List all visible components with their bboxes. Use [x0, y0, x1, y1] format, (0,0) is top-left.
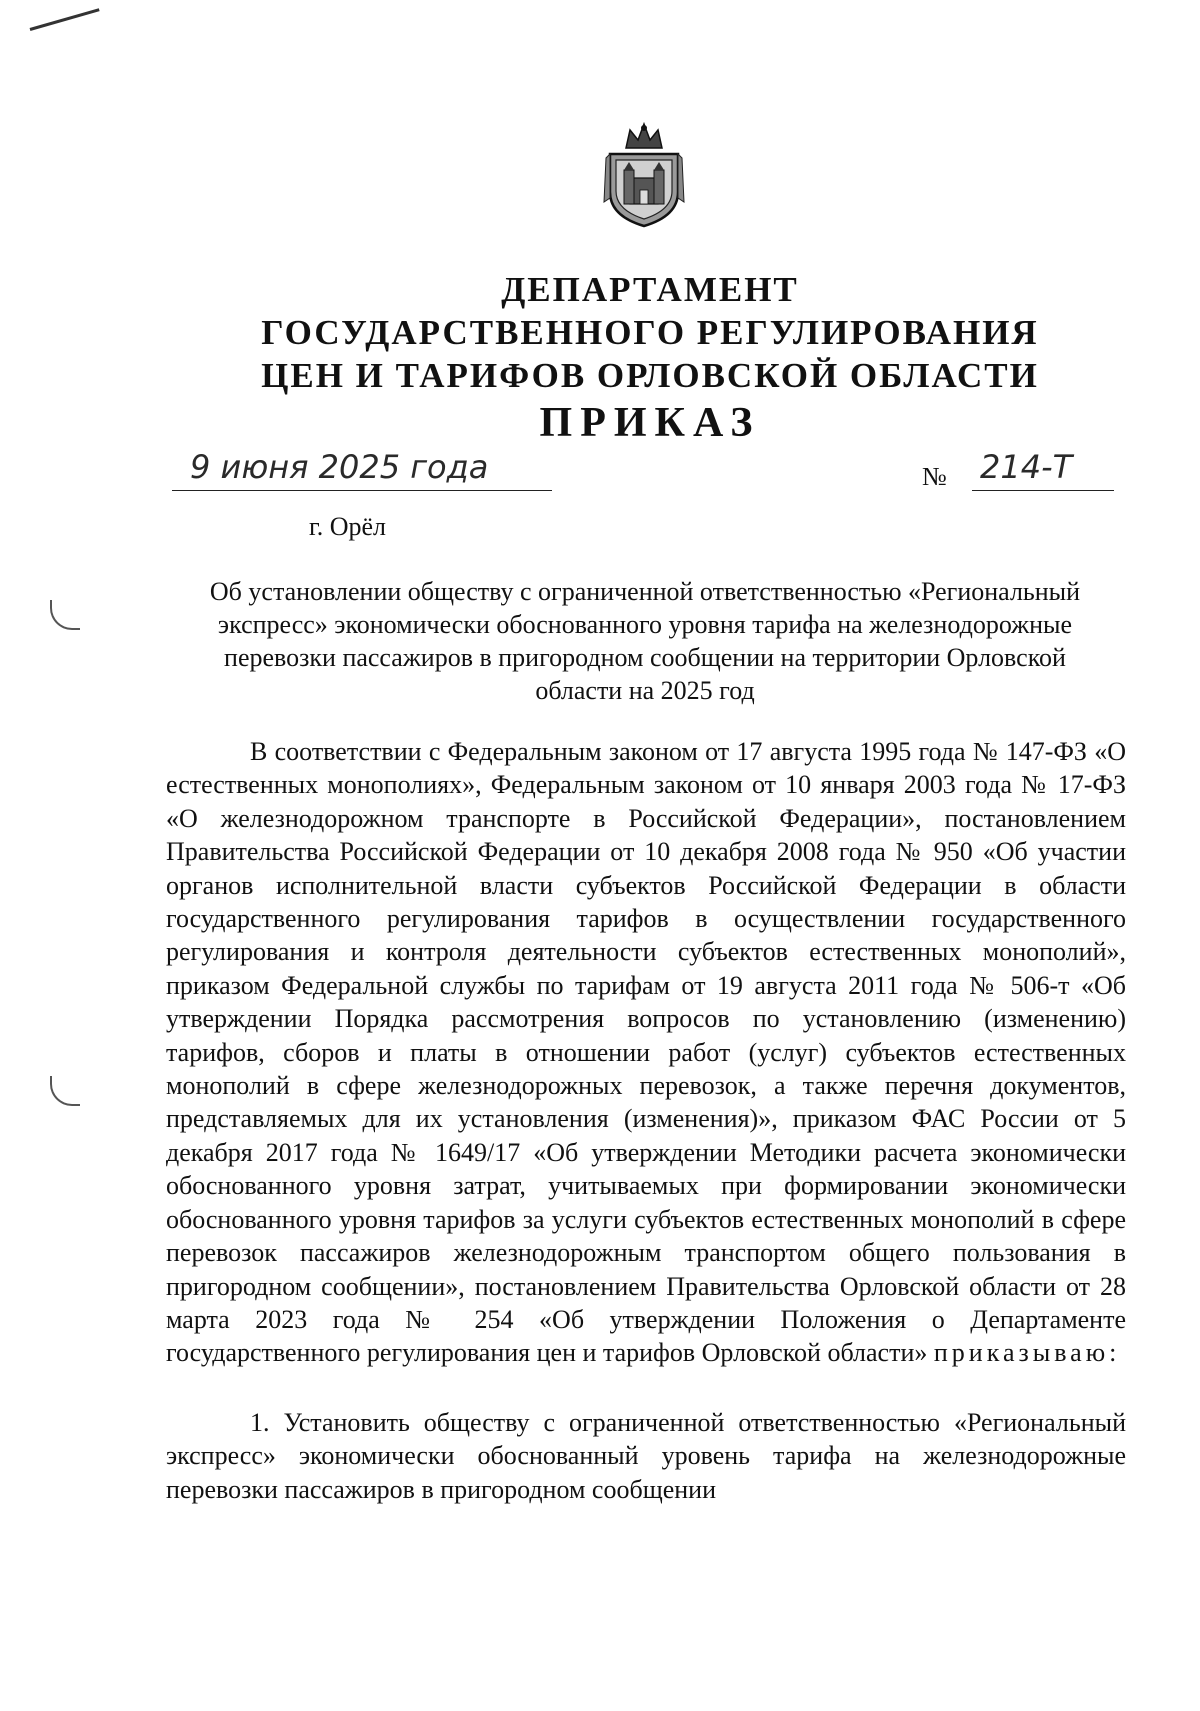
order-number: 214-Т — [980, 448, 1073, 486]
number-sign: № — [922, 462, 947, 491]
heading-line-1: ДЕПАРТАМЕНТ — [501, 270, 799, 309]
order-title: Об установлении обществу с ограниченной ответственностью «Региональный экспресс» экономически обоснованного уровня тарифа на железнодорожные перевозки пассажиров в пригородном сообщении на территории Орловской области на 2025 год — [209, 577, 1081, 705]
heading-line-3: ЦЕН И ТАРИФОВ ОРЛОВСКОЙ ОБЛАСТИ — [261, 356, 1039, 395]
heading-line-2: ГОСУДАРСТВЕННОГО РЕГУЛИРОВАНИЯ — [261, 313, 1039, 352]
order-item-1: 1. Установить обществу с ограниченной ответственностью «Региональный экспресс» экономически обоснованный уровень тарифа на железнодорожные перевозки пассажиров в пригородном сообщении — [166, 1407, 1126, 1504]
city-name: г. Орёл — [309, 512, 387, 541]
command-word: приказываю: — [933, 1338, 1121, 1368]
department-heading — [0, 268, 1200, 449]
date-underline — [172, 490, 552, 491]
punch-hole-mark — [50, 1076, 80, 1106]
coat-of-arms-icon — [600, 118, 688, 230]
order-date: 9 июня 2025 года — [190, 448, 489, 486]
preamble-text: В соответствии с Федеральным законом от 17 августа 1995 года № 147-ФЗ «О естественных монополиях», Федеральным законом от 10 января 2003 года № 17-ФЗ «О железнодорожном транспорте в Российской Федерации», постановлением Правительства Российской Федерации от 10 декабря 2008 года № 950 «Об участии органов исполнительной власти субъектов Российской Федерации в области государственного регулирования тарифов в осуществлении государственного регулирования и контроля деятельности субъектов естественных монополий», приказом Федеральной службы по тарифам от 19 августа 2011 года № 506-т «Об утверждении Порядка рассмотрения вопросов по установлению (изменению) тарифов, сборов и платы в отношении работ (услуг) субъектов естественных монополий в сфере железнодорожных перевозок, а также перечня документов, представляемых для их установления (изменения)», приказом ФАС России от 5 декабря 2017 года № 1649/17 «Об утверждении Методики расчета экономически обоснованного уровня затрат, учитываемых при формировании экономически обоснованного уровня тарифов за услуги субъектов естественных монополий в сфере перевозок пассажиров железнодорожным транспортом общего пользования в пригородном сообщении», постановлением Правительства Орловской области от 28 марта 2023 года № 254 «Об утверждении Положения о Департаменте государственного регулирования цен и тарифов Орловской области» — [166, 737, 1126, 1368]
document-type: ПРИКАЗ — [539, 400, 761, 446]
number-underline — [972, 490, 1114, 491]
scan-artifact-mark — [30, 8, 100, 31]
order-body — [166, 735, 1126, 1506]
punch-hole-mark — [50, 600, 80, 630]
preamble-paragraph — [166, 735, 1126, 1370]
